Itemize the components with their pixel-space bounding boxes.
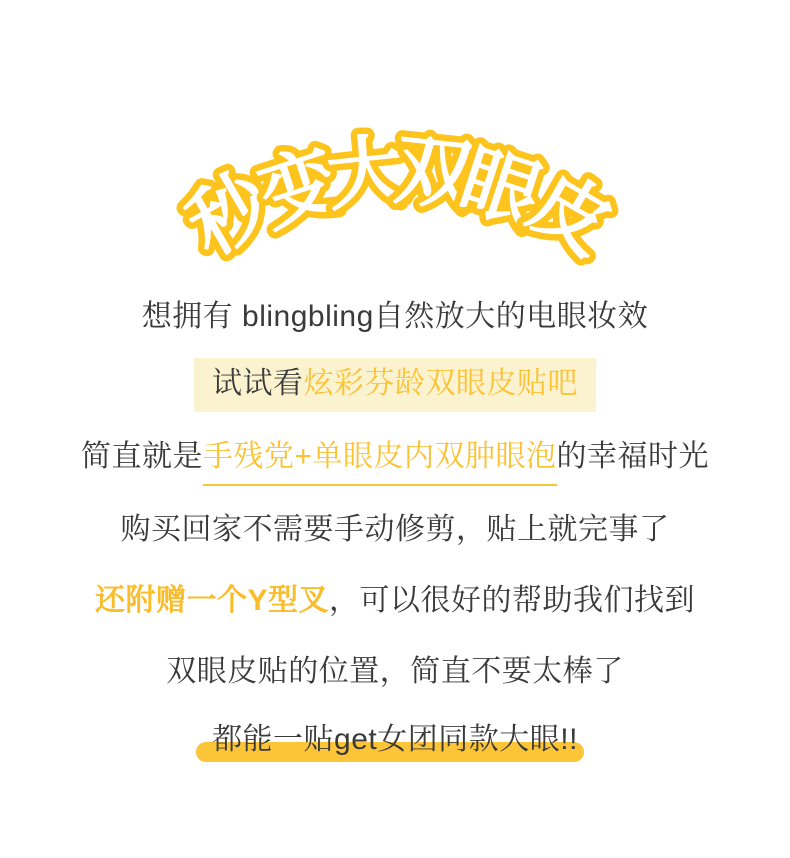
highlight-prefix: 试试看 [212, 367, 304, 400]
audience-prefix: 简直就是 [80, 440, 203, 473]
arched-title [163, 110, 635, 280]
highlight-box [194, 358, 596, 412]
title-char-3: 大 [322, 125, 410, 221]
highlight-line [0, 358, 790, 412]
audience-line [0, 438, 790, 486]
bonus-suffix: ，可以很好的帮助我们找到 [329, 584, 695, 617]
intro-line: 想拥有 blingbling自然放大的电眼妆效 [141, 300, 649, 333]
title-char-1: 秒 [173, 156, 285, 272]
title-char-5: 眼 [450, 134, 552, 242]
title-char-6: 皮 [515, 156, 627, 272]
title-char-2: 变 [248, 134, 350, 242]
position-line: 双眼皮贴的位置，简直不要太棒了 [166, 655, 624, 688]
bonus-accent: 还附赠一个Y型叉 [94, 584, 329, 617]
product-name: 炫彩芬龄双眼皮贴吧 [303, 367, 578, 400]
audience-accent: 手残党+单眼皮内双肿眼泡 [203, 438, 557, 486]
title-char-4: 双 [390, 125, 478, 221]
bonus-line [0, 582, 790, 620]
audience-suffix: 的幸福时光 [556, 440, 710, 473]
closing-wrap [212, 721, 578, 759]
usage-line: 购买回家不需要手动修剪，贴上就完事了 [120, 513, 670, 546]
closing-line [0, 721, 790, 759]
closing-text: 都能一贴get女团同款大眼!! [212, 723, 578, 756]
